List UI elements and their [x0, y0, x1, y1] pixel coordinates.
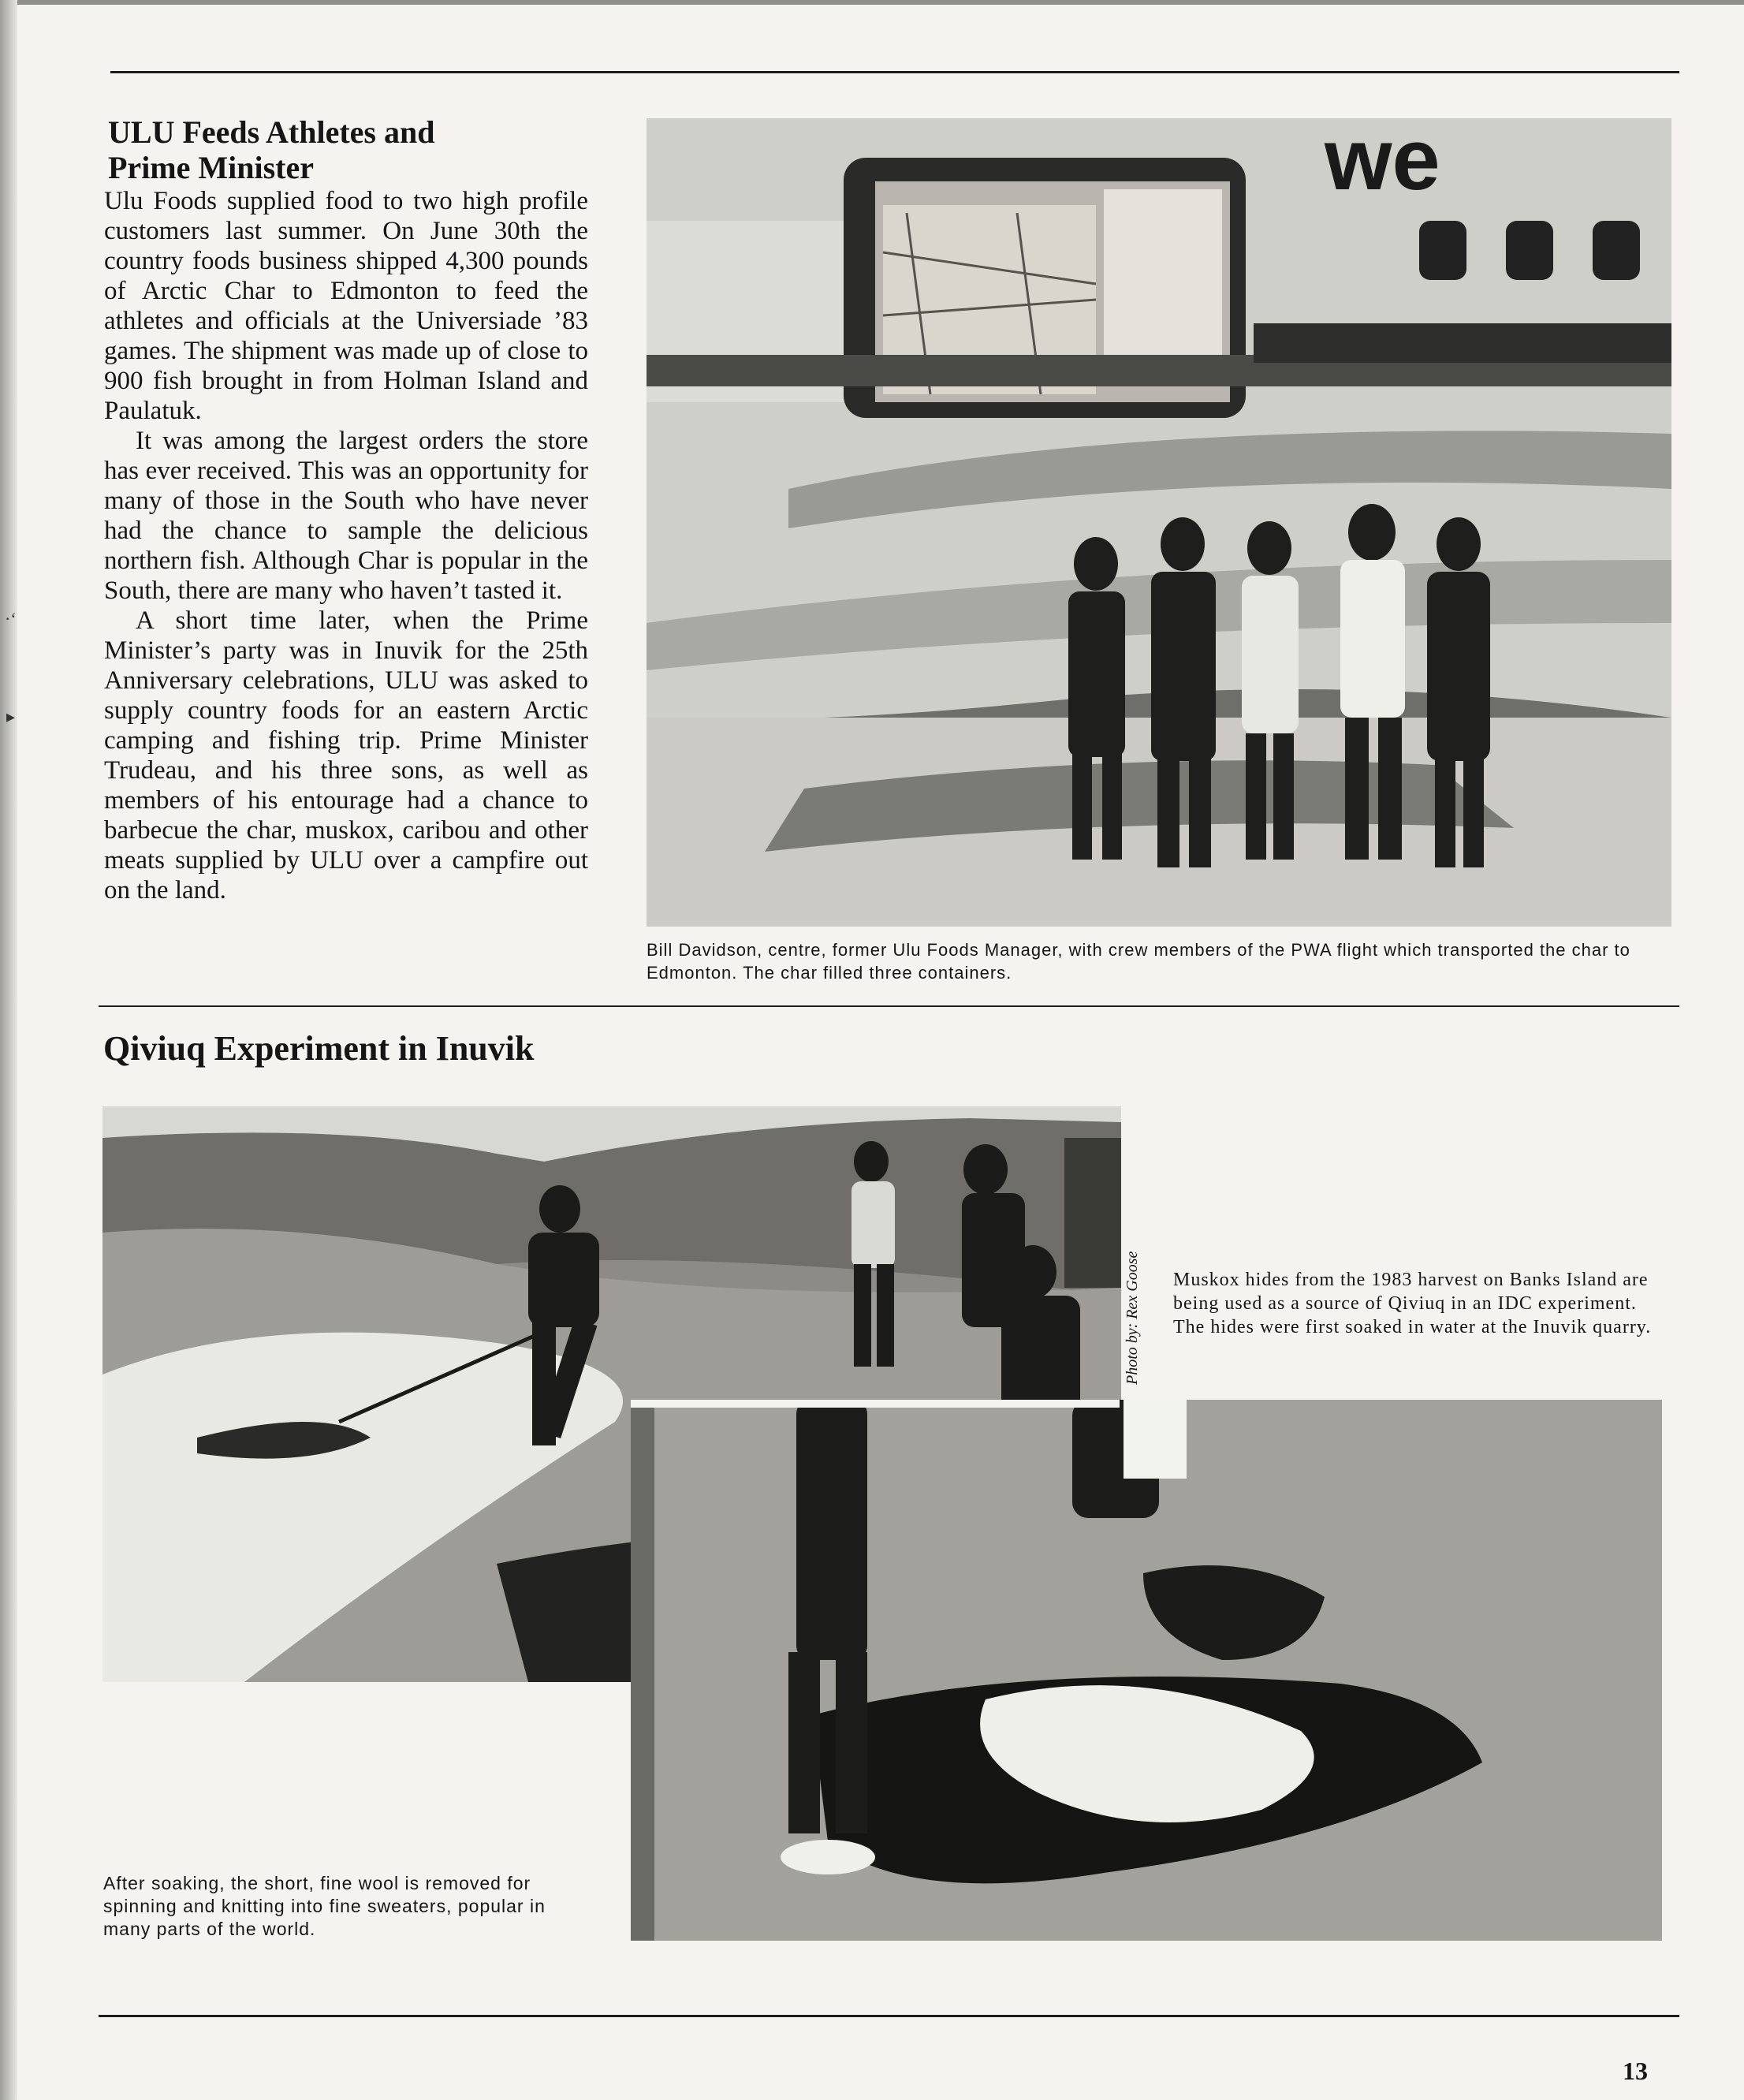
- photo-credit: Photo by: Rex Goose: [1124, 1251, 1141, 1385]
- wool-removal-photo: [631, 1400, 1662, 1941]
- paragraph: A short time later, when the Prime Minister’s party was in Inuvik for the 25th Anniversary celebrations, ULU was asked to supply country foods for an eastern Arctic camping and fishing trip. Prime Minister Trudeau, and his three sons, as well as members of his entourage had a chance to barbecue the char, muskox, caribou and other meats supplied by ULU over a campfire out on the land.: [104, 606, 588, 905]
- paragraph: It was among the largest orders the store has ever received. This was an opportunity for many of those in the South who have never had the chance to sample the delicious northern fish. Although Char is popular in the South, there are many who haven’t tasted it.: [104, 427, 588, 605]
- margin-mark: ·ʻ: [5, 609, 17, 629]
- top-rule: [110, 71, 1679, 73]
- wool-removal-illustration: [631, 1400, 1662, 1941]
- svg-text:we: we: [1325, 118, 1440, 208]
- muskox-caption: Muskox hides from the 1983 harvest on Banks Island are being used as a source of Qiviuq in an IDC experiment. The hides were first soaked in water at the Inuvik quarry.: [1173, 1270, 1652, 1337]
- paragraph: Ulu Foods supplied food to two high profile customers last summer. On June 30th the country foods business shipped 4,300 pounds of Arctic Char to Edmonton to feed the athletes and officials at the Universiade ’83 games. The shipment was made up of close to 900 fish brought in from Holman Island and Paulatuk.: [104, 187, 588, 425]
- article1-body: [104, 186, 588, 905]
- photo-frame-gap: [631, 1400, 1120, 1408]
- margin-mark: ▸: [6, 707, 16, 726]
- wool-caption: After soaking, the short, fine wool is removed for spinning and knitting into fine sweaters, popular in many parts of the world.: [103, 1873, 546, 1939]
- section-rule: [99, 1005, 1679, 1007]
- airplane-crew-photo: [647, 118, 1671, 927]
- airplane-crew-illustration: [647, 118, 1671, 927]
- article2-headline: Qiviuq Experiment in Inuvik: [103, 1029, 535, 1068]
- bottom-rule: [99, 2015, 1679, 2017]
- article1-headline: [108, 115, 434, 186]
- page-binding-shadow: [0, 0, 17, 2100]
- page-number: 13: [1623, 2057, 1648, 2085]
- headline-line: Prime Minister: [108, 149, 314, 185]
- page-top-edge: [0, 0, 1744, 5]
- photo-caption: Bill Davidson, centre, former Ulu Foods Manager, with crew members of the PWA flight which transported the char to Edmonton. The char filled three containers.: [647, 940, 1630, 983]
- headline-line: ULU Feeds Athletes and: [108, 114, 435, 150]
